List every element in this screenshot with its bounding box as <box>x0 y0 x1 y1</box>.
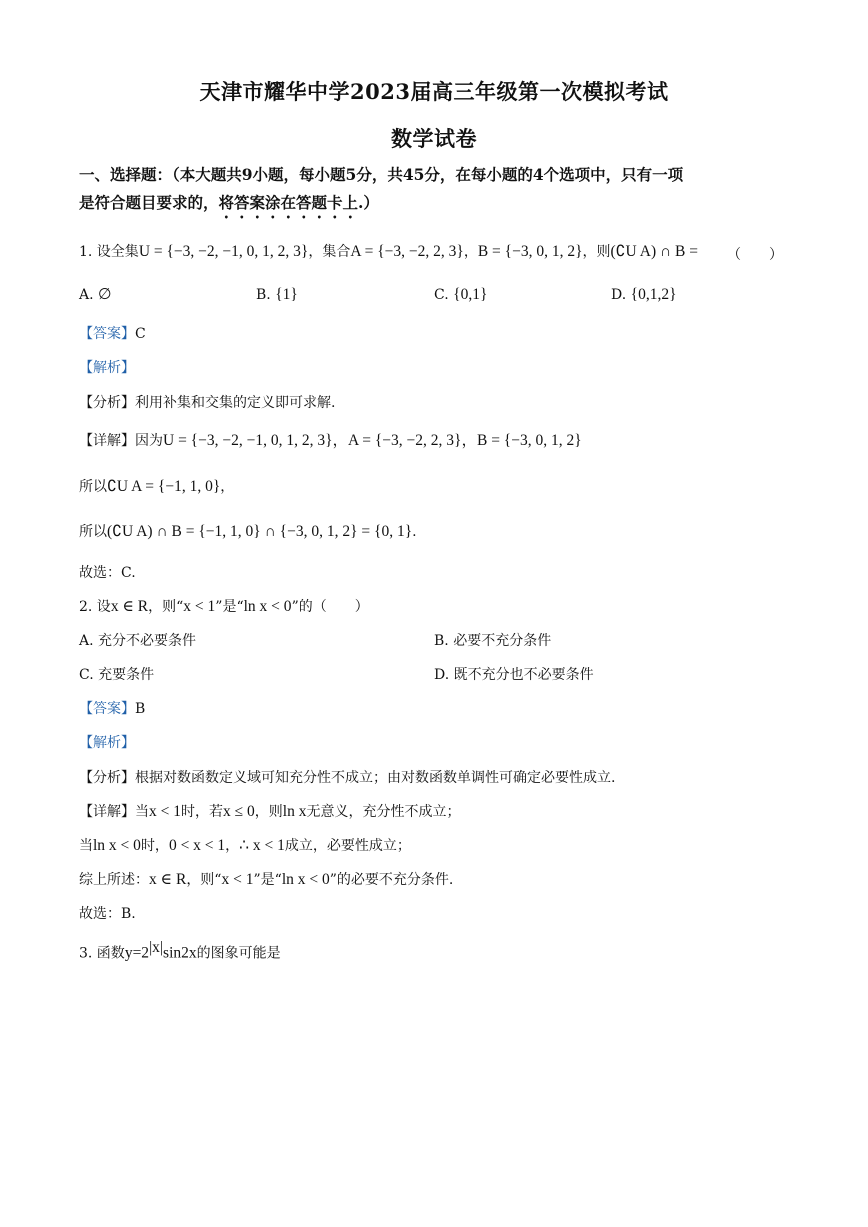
q2-answer: 【答案】B <box>79 701 146 717</box>
q1-option-d: D. {0,1,2} <box>611 286 677 303</box>
dotted-emphasis: 将答案涂在答题卡上 <box>218 193 359 212</box>
set-a: A = {−3, −2, 2, 3} <box>350 243 464 260</box>
q2-option-c: C. 充要条件 <box>79 667 155 683</box>
q2-detail-line2: 当ln x < 0时，0 < x < 1，∴ x < 1成立，必要性成立； <box>79 837 411 854</box>
question-2-stem: 2. 设x ∈ R，则“x < 1”是“ln x < 0”的（ ） <box>79 598 369 615</box>
q2-detail-line3: 综上所述：x ∈ R，则“x < 1”是“ln x < 0”的必要不充分条件. <box>79 871 454 888</box>
page-title: 天津市耀华中学2023届高三年级第一次模拟考试 <box>199 79 669 104</box>
q1-choice: 故选：C. <box>79 565 136 581</box>
q1-expression: (∁U A) ∩ B = <box>610 243 699 260</box>
q2-fenxi: 【分析】根据对数函数定义域可知充分性不成立；由对数函数单调性可确定必要性成立. <box>79 770 616 786</box>
q1-analysis-tag: 【解析】 <box>79 360 135 376</box>
q1-answer: 【答案】C <box>79 326 146 342</box>
q1-detail: 【详解】因为U = {−3, −2, −1, 0, 1, 2, 3}，A = {−3, −2, 2, 3}，B = {−3, 0, 1, 2} <box>79 432 582 449</box>
page-subtitle: 数学试卷 <box>391 126 477 151</box>
q1-answer-paren: （ ） <box>727 247 783 263</box>
question-1-stem: 1. 设全集U = {−3, −2, −1, 0, 1, 2, 3}，集合A = {−3, −2, 2, 3}，B = {−3, 0, 1, 2}，则(∁U A) ∩ B = <box>79 243 699 260</box>
set-u: U = {−3, −2, −1, 0, 1, 2, 3} <box>138 243 309 260</box>
section-heading-line1: 一、选择题：（本大题共9小题，每小题5分，共45分，在每小题的4个选项中，只有一项 <box>79 165 684 184</box>
q2-analysis-tag: 【解析】 <box>79 735 135 751</box>
q1-fenxi: 【分析】利用补集和交集的定义即可求解. <box>79 395 336 411</box>
q1-option-a: A. ∅ <box>79 286 112 303</box>
set-b: B = {−3, 0, 1, 2} <box>477 243 583 260</box>
q1-step-intersection: 所以(∁U A) ∩ B = {−1, 1, 0} ∩ {−3, 0, 1, 2} = {0, 1}. <box>79 523 417 540</box>
q2-option-d: D. 既不充分也不必要条件 <box>434 667 594 683</box>
q1-option-b: B. {1} <box>256 286 298 303</box>
q1-option-c: C. {0,1} <box>434 286 488 303</box>
q2-detail-line1: 【详解】当x < 1时，若x ≤ 0，则ln x无意义，充分性不成立； <box>79 803 461 820</box>
section-heading-line2: 是符合题目要求的，将答案涂在答题卡上.） <box>79 193 379 212</box>
q2-choice: 故选：B. <box>79 906 136 922</box>
q2-option-a: A. 充分不必要条件 <box>79 633 197 649</box>
q2-option-b: B. 必要不充分条件 <box>434 633 552 649</box>
q1-step-complement: 所以∁U A = {−1, 1, 0}， <box>79 478 235 495</box>
question-3-stem: 3. 函数$y=2^{|x|}\sin 2x$的图象可能是 <box>79 939 281 962</box>
